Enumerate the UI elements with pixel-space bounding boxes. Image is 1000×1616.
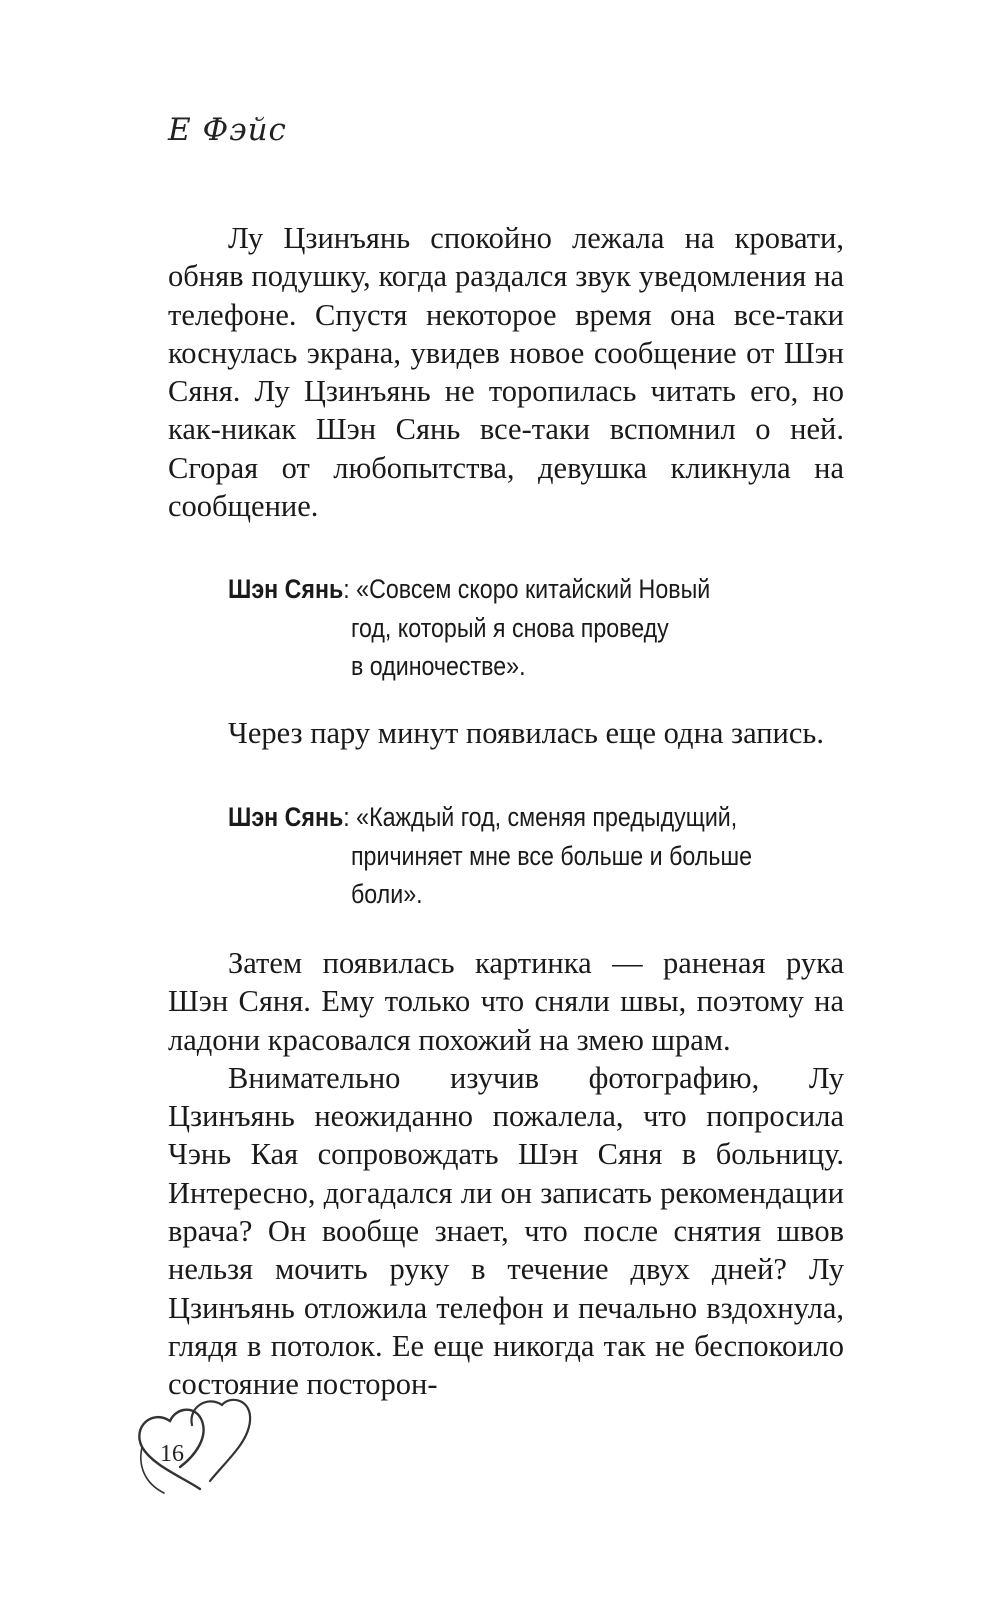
chat-message-1	[228, 570, 744, 686]
chat-message-2	[228, 798, 752, 914]
chat-message-line	[228, 570, 744, 609]
paragraph-text: Лу Цзинъянь спокойно лежала на кровати, обняв подушку, когда раздался звук уведомления на телефоне. Спустя некоторое время она все-таки коснулась экрана, увидев новое сообщение от Шэн Сяня. Лу Цзинъянь не торопилась читать его, но как-никак Шэн Сянь все-таки вспомнил о ней. Сгорая от любопытства, девушка кликнула на сообщение.	[168, 221, 844, 524]
paragraph-text: Внимательно изучив фотографию, Лу Цзинъянь неожиданно пожалела, что попросила Чэнь Кая сопровождать Шэн Сяня в больницу. Интересно, догадался ли он записать рекомендации врача? Он вообще знает, что после снятия швов нельзя мочить руку в течение двух дней? Лу Цзинъянь отложила телефон и печально вздохнула, глядя в потолок. Ее еще никогда так не беспокоило состояние посторон-	[168, 1060, 844, 1402]
message-text-line: боли».	[350, 879, 423, 909]
paragraph-text: Затем появилась картинка — раненая рука Шэн Сяня. Ему только что сняли швы, поэтому на ладони красовался похожий на змею шрам.	[168, 946, 844, 1057]
message-text-line: год, который я снова проведу	[350, 612, 669, 643]
message-separator: :	[343, 574, 357, 604]
message-text-line: «Каждый год, сменяя предыдущий,	[356, 802, 738, 832]
message-sender: Шэн Сянь	[228, 574, 344, 604]
chat-message-line	[228, 798, 744, 837]
running-head-author: Е Фэйс	[168, 112, 287, 148]
paragraph-transition	[168, 714, 844, 752]
message-separator: :	[343, 802, 357, 832]
hearts-icon	[130, 1385, 260, 1500]
paragraph-closing	[168, 944, 844, 1404]
page-number: 16	[160, 1441, 184, 1467]
paragraph-text: Через пару минут появилась еще одна запись.	[228, 716, 824, 750]
paragraph-opening	[168, 219, 844, 525]
message-text-line: причиняет мне все больше и больше	[350, 840, 752, 871]
message-text-line: в одиночестве».	[350, 651, 526, 681]
message-text-line: «Совсем скоро китайский Новый	[356, 574, 711, 604]
message-sender: Шэн Сянь	[228, 802, 344, 832]
